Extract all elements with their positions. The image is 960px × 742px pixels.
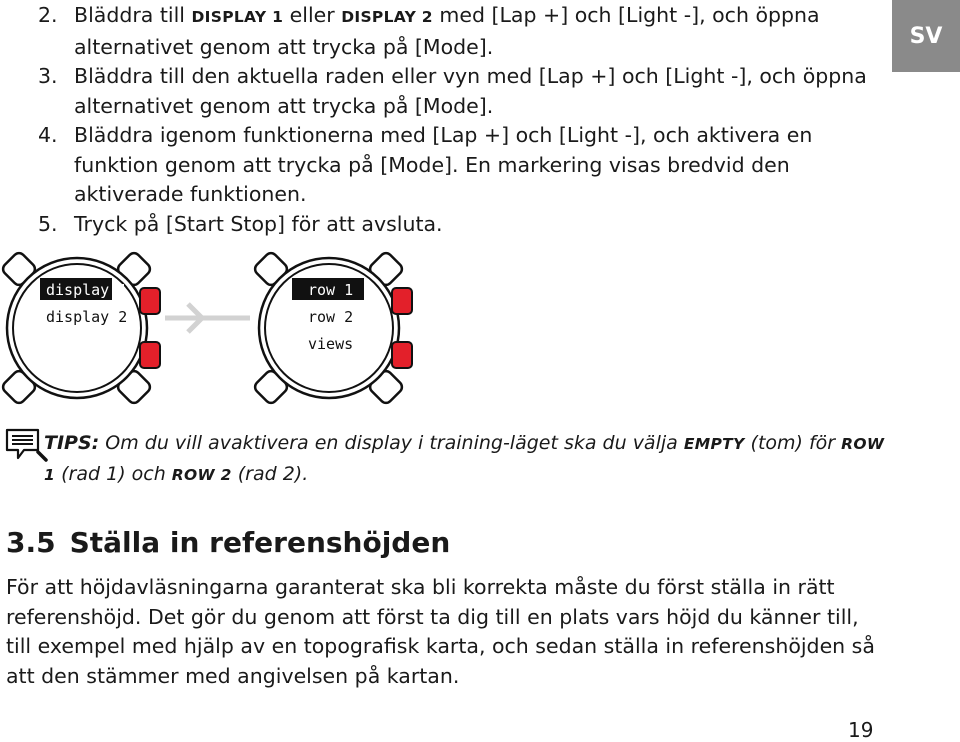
tips-note: [6, 428, 886, 490]
step-number: 3.: [38, 64, 58, 88]
step-text-mid: eller: [283, 3, 342, 27]
step-number: 5.: [38, 211, 58, 236]
step-2: [0, 1, 890, 62]
keyword-empty: EMPTY: [683, 435, 745, 453]
language-tab: SV: [892, 0, 960, 72]
keyword-display-1: DISPLAY 1: [191, 8, 284, 26]
step-text-pre: Bläddra till: [74, 3, 192, 27]
keyword-row: ROW: [841, 435, 885, 453]
watch-1-red-button-top: [140, 288, 160, 314]
body-paragraph: För att höjdavläsningarna garanterat ska bli korrekta måste du först ställa in rätt referenshöjd. Det gör du genom att först ta dig till en plats vars höjd du känner till, till exempel med hjälp av en topografisk karta, och sedan ställa in referenshöjden så att den stämmer med angivelsen på kartan.: [6, 575, 875, 688]
watch-2-row: views: [308, 335, 354, 353]
watch-1-row: display 2: [46, 308, 128, 326]
section-number: 3.5: [6, 526, 56, 559]
watch-2-red-button-bottom: [392, 342, 412, 368]
instruction-steps: [0, 0, 890, 239]
keyword-1: 1: [44, 466, 56, 484]
keyword-row-2: ROW 2: [171, 466, 232, 484]
section-title: Ställa in referenshöjden: [69, 526, 451, 559]
watch-illustration: [0, 248, 420, 410]
tips-label: TIPS:: [44, 432, 100, 454]
watch-1-row-selected: display 1: [46, 281, 128, 299]
tips-note-icon: [4, 428, 48, 462]
step-number: 4.: [38, 123, 58, 147]
tips-text: Om du vill avaktivera en display i training-läget ska du välja: [99, 432, 684, 454]
section-heading: [6, 526, 450, 559]
step-text: Bläddra till den aktuella raden eller vyn med [Lap +] och [Light -], och öppna alternativet genom att trycka på [Mode].: [74, 64, 867, 118]
step-4: [0, 121, 890, 210]
page-number: 19: [848, 718, 874, 742]
tips-text: (rad 2).: [231, 463, 309, 485]
watch-2-red-button-top: [392, 288, 412, 314]
step-5: [0, 210, 890, 240]
keyword-display-2: DISPLAY 2: [341, 8, 433, 26]
arrow-connector: [165, 304, 250, 332]
tips-text: (tom) för: [744, 432, 842, 454]
watch-2: [253, 251, 412, 406]
watch-1: [1, 251, 160, 406]
step-text-post: med [Lap +] och [Light -], och öppna alternativet genom att trycka på [Mode].: [74, 3, 820, 59]
step-text: Bläddra igenom funktionerna med [Lap +] och [Light -], och aktivera en funktion genom att trycka på [Mode]. En markering visas bredvid den aktiverade funktionen.: [74, 123, 813, 206]
watch-1-red-button-bottom: [140, 342, 160, 368]
watch-2-row: row 2: [308, 308, 354, 326]
step-3: [0, 62, 890, 121]
step-number: 2.: [38, 3, 58, 27]
step-text: Tryck på [Start Stop] för att avsluta.: [74, 211, 443, 236]
tips-text: (rad 1) och: [55, 463, 172, 485]
watch-2-row-selected: row 1: [308, 281, 354, 299]
